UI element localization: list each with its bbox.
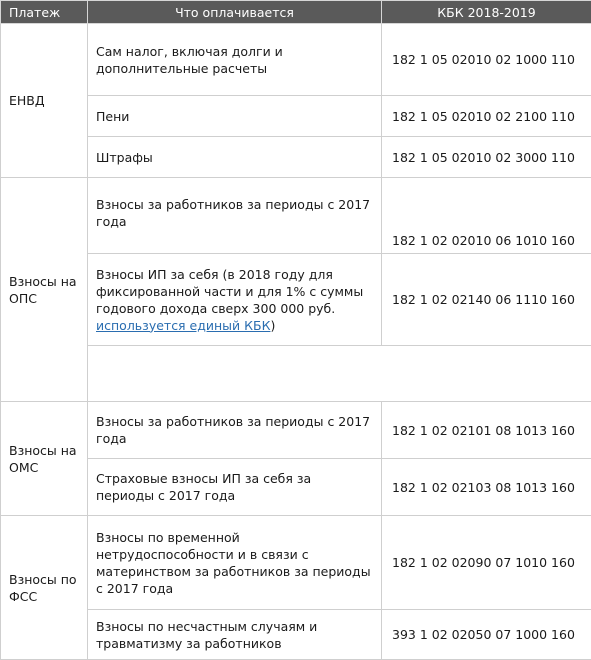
header-payment: Платеж bbox=[1, 1, 88, 24]
group-label-ops: Взносы на ОПС bbox=[1, 178, 88, 402]
header-kbk: КБК 2018-2019 bbox=[382, 1, 591, 24]
row-kbk: 182 1 02 02140 06 1110 160 bbox=[382, 254, 591, 346]
row-what: Взносы по несчастным случаям и травматизму за работников bbox=[88, 610, 382, 660]
table-row bbox=[1, 610, 591, 660]
table-row bbox=[1, 24, 591, 96]
row-kbk: 393 1 02 02050 07 1000 160 bbox=[382, 610, 591, 660]
table-row bbox=[1, 459, 591, 516]
table-header-row bbox=[1, 1, 591, 24]
row-kbk: 182 1 02 02103 08 1013 160 bbox=[382, 459, 591, 516]
row-kbk: 182 1 05 02010 02 2100 110 bbox=[382, 96, 591, 137]
row-what: Взносы за работников за периоды с 2017 года bbox=[88, 178, 382, 254]
row-kbk: 182 1 02 02101 08 1013 160 bbox=[382, 402, 591, 459]
row-what: Сам налог, включая долги и дополнительные расчеты bbox=[88, 24, 382, 96]
row-kbk: 182 1 05 02010 02 1000 110 bbox=[382, 24, 591, 96]
table-row bbox=[1, 137, 591, 178]
single-kbk-link[interactable]: используется единый КБК bbox=[96, 318, 270, 333]
row-what: Взносы по временной нетрудоспособности и в связи с материнством за работников за периоды с 2017 года bbox=[88, 516, 382, 610]
row-kbk: 182 1 02 02010 06 1010 160 bbox=[382, 178, 591, 254]
row-kbk: 182 1 02 02090 07 1010 160 bbox=[382, 516, 591, 610]
row-what: Штрафы bbox=[88, 137, 382, 178]
group-label-oms: Взносы на ОМС bbox=[1, 402, 88, 516]
row-what bbox=[88, 254, 382, 346]
row-what-suffix: ) bbox=[270, 318, 275, 333]
table-row bbox=[1, 254, 591, 346]
group-label-fss: Взносы по ФСС bbox=[1, 516, 88, 660]
row-what: Пени bbox=[88, 96, 382, 137]
empty-cell bbox=[88, 346, 591, 402]
table-row-empty bbox=[1, 346, 591, 402]
header-what: Что оплачивается bbox=[88, 1, 382, 24]
row-what-text: Взносы ИП за себя (в 2018 году для фиксированной части и для 1% с суммы годового дохода сверх 300 000 руб. bbox=[96, 267, 363, 316]
table-row bbox=[1, 96, 591, 137]
row-what: Взносы за работников за периоды с 2017 года bbox=[88, 402, 382, 459]
group-label-envd: ЕНВД bbox=[1, 24, 88, 178]
row-kbk: 182 1 05 02010 02 3000 110 bbox=[382, 137, 591, 178]
row-what: Страховые взносы ИП за себя за периоды с 2017 года bbox=[88, 459, 382, 516]
table-row bbox=[1, 178, 591, 254]
table-row bbox=[1, 516, 591, 610]
table-row bbox=[1, 402, 591, 459]
